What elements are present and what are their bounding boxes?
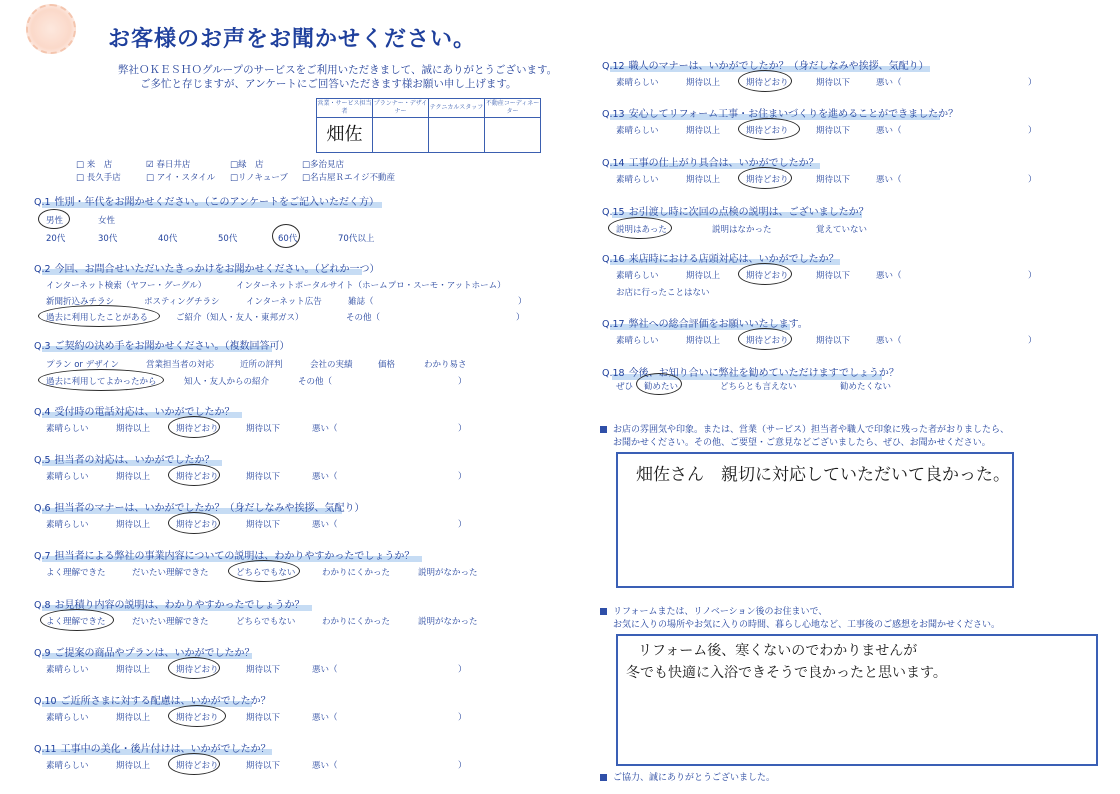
answer-circle-mark	[168, 657, 220, 679]
staff-planner-cell[interactable]	[373, 118, 429, 153]
q1-age-option[interactable]: 50代	[218, 234, 238, 244]
store-checkbox[interactable]: □多治見店	[302, 160, 345, 170]
q2-option[interactable]: インターネット広告	[246, 297, 322, 307]
q4-option[interactable]: 期待どおり	[176, 424, 219, 434]
q12-option[interactable]: 期待以上	[686, 78, 721, 88]
q2-option[interactable]: ポスティングチラシ	[144, 297, 220, 307]
q3-title: Q.3 ご契約の決め手をお聞かせください。（複数回答可）	[34, 341, 290, 352]
q5-title: Q.5 担当者の対応は、いかがでしたか？	[34, 455, 215, 466]
q2-option[interactable]: その他（	[346, 313, 381, 323]
free-comment-2-box[interactable]	[616, 634, 1098, 766]
q3-option[interactable]: プラン or デザイン	[46, 360, 120, 370]
q16-option[interactable]: お店に行ったことはない	[616, 288, 710, 298]
answer-circle-mark	[738, 167, 792, 189]
footer-thanks: ご協力、誠にありがとうございました。	[600, 772, 775, 785]
q7-option[interactable]: だいたい理解できた	[132, 568, 209, 578]
q13-option[interactable]: 素晴らしい	[616, 126, 659, 136]
q14-title: Q.14 工事の仕上がり具合は、いかがでしたか？	[602, 158, 819, 169]
answer-circle-mark	[738, 70, 792, 92]
free-comment-1-label: お店の雰囲気や印象。または、営業（サービス）担当者や職人で印象に残った者がおりましたら、 お聞かせください。その他、ご要望・ご意見などございましたら、ぜひ、お聞かせください。	[600, 424, 1009, 450]
q1-age-option[interactable]: 60代	[278, 234, 298, 244]
bracket-close: ）	[458, 377, 467, 387]
q16-title: Q.16 来店時における店頭対応は、いかがでしたか？	[602, 254, 839, 265]
free-comment-1-box[interactable]	[616, 452, 1014, 588]
q11-option[interactable]: 期待以上	[116, 761, 151, 771]
store-checkbox-row-2	[76, 171, 401, 183]
q2-option[interactable]: 雑誌（	[348, 297, 374, 307]
staff-realestate-cell[interactable]	[485, 118, 541, 153]
bracket-close: ）	[516, 313, 525, 323]
staff-technical-cell[interactable]	[429, 118, 485, 153]
staff-sales-name[interactable]: 畑佐	[317, 118, 373, 153]
q5-option[interactable]: 悪い（	[312, 472, 338, 482]
q1-age-option[interactable]: 30代	[98, 234, 118, 244]
answer-circle-mark	[228, 560, 300, 582]
q9-option[interactable]: 素晴らしい	[46, 665, 89, 675]
intro-line-1: 弊社ＯＫＥＳＨＯグループのサービスをご利用いただきまして、誠にありがとうございます。	[118, 64, 558, 76]
company-seal-stamp	[26, 4, 76, 54]
staff-header-sales: 営業・サービス担当者	[317, 99, 373, 118]
answer-circle-mark	[738, 118, 800, 140]
intro-line-2: ご多忙と存じますが、アンケートにご回答いただきます様お願い申し上げます。	[140, 78, 517, 90]
q13-title: Q.13 安心してリフォーム工事・お住まいづくりを進めることができましたか？	[602, 109, 959, 120]
q2-title: Q.2 今回、お問合せいただいたきっかけをお聞かせください。（どれか一つ）	[34, 264, 380, 275]
page-title: お客様のお声をお聞かせください。	[108, 27, 477, 52]
q4-title: Q.4 受付時の電話対応は、いかがでしたか？	[34, 407, 235, 418]
q14-option[interactable]: 素晴らしい	[616, 175, 659, 185]
q4-option[interactable]: 期待以上	[116, 424, 151, 434]
bracket-close: ）	[458, 713, 467, 723]
q3-option[interactable]: 過去に利用してよかったから	[46, 377, 157, 387]
bracket-close: ）	[458, 424, 467, 434]
q16-option[interactable]: 素晴らしい	[616, 271, 659, 281]
free-comment-2-handwriting-line-1: リフォーム後、寒くないのでわかりませんが	[638, 643, 918, 659]
q4-option[interactable]: 素晴らしい	[46, 424, 89, 434]
q7-option[interactable]: 説明がなかった	[418, 568, 478, 578]
q1-age-option[interactable]: 70代以上	[338, 234, 375, 244]
answer-circle-mark	[168, 512, 220, 534]
staff-header-technical: テクニカルスタッフ	[429, 99, 485, 118]
free-comment-2-label: リフォームまたは、リノベーション後のお住まいで、 お気に入りの場所やお気に入りの時間、暮らし心地など、工事後のご感想をお聞かせください。	[600, 606, 1000, 632]
q10-title: Q.10 ご近所さまに対する配慮は、いかがでしたか？	[34, 696, 271, 707]
q2-option[interactable]: ご紹介（知人・友人・東邦ガス）	[176, 313, 304, 323]
q7-option[interactable]: よく理解できた	[46, 568, 106, 578]
q13-option[interactable]: 期待以上	[686, 126, 721, 136]
store-checkbox-checked[interactable]: ☑ 春日井店	[146, 160, 191, 170]
answer-circle-mark	[738, 328, 792, 350]
q17-option[interactable]: 悪い（	[876, 336, 902, 346]
q17-option[interactable]: 期待以下	[816, 336, 851, 346]
answer-circle-mark	[168, 416, 220, 438]
q3-option[interactable]: 会社の実績	[310, 360, 353, 370]
q6-title: Q.6 担当者のマナーは、いかがでしたか？（身だしなみや挨拶、気配り）	[34, 503, 365, 514]
q7-option[interactable]: どちらでもない	[236, 568, 296, 578]
bracket-close: ）	[458, 761, 467, 771]
q1-age-option[interactable]: 20代	[46, 234, 66, 244]
q10-option[interactable]: 期待どおり	[176, 713, 219, 723]
q8-option[interactable]: わかりにくかった	[322, 617, 391, 627]
q3-option[interactable]: 価格	[378, 360, 396, 370]
staff-table	[316, 98, 541, 153]
q3-option[interactable]: 近所の評判	[240, 360, 283, 370]
q18-option[interactable]: 勧めたい	[644, 382, 679, 392]
square-bullet-icon	[600, 774, 607, 781]
q8-option[interactable]: 説明がなかった	[418, 617, 478, 627]
q5-option[interactable]: 期待どおり	[176, 472, 219, 482]
answer-circle-mark	[168, 464, 220, 486]
free-comment-2-handwriting-line-2: 冬でも快適に入浴できそうで良かったと思います。	[626, 665, 947, 681]
q10-option[interactable]: 期待以下	[246, 713, 281, 723]
q15-option[interactable]: 覚えていない	[816, 225, 868, 235]
q1-option[interactable]: 男性	[46, 216, 64, 226]
q8-option[interactable]: だいたい理解できた	[132, 617, 209, 627]
answer-circle-mark	[636, 373, 682, 395]
q10-option[interactable]: 悪い（	[312, 713, 338, 723]
q9-option[interactable]: 期待以上	[116, 665, 151, 675]
bracket-close: ）	[1028, 78, 1037, 88]
q9-option[interactable]: 悪い（	[312, 665, 338, 675]
q6-option[interactable]: 素晴らしい	[46, 520, 89, 530]
q9-title: Q.9 ご提案の商品やプランは、いかがでしたか？	[34, 648, 255, 659]
q11-option[interactable]: 期待以下	[246, 761, 281, 771]
q15-option[interactable]: 説明はあった	[616, 225, 667, 235]
q6-option[interactable]: 期待どおり	[176, 520, 219, 530]
staff-header-realestate: 不動産コーディネーター	[485, 99, 541, 118]
q6-option[interactable]: 期待以上	[116, 520, 151, 530]
q7-title: Q.7 担当者による弊社の事業内容についての説明は、わかりやすかったでしょうか？	[34, 551, 415, 562]
q16-option[interactable]: 期待どおり	[746, 271, 789, 281]
q16-option[interactable]: 期待以上	[686, 271, 721, 281]
store-checkbox-row-1	[76, 158, 350, 170]
q3-option[interactable]: 知人・友人からの紹介	[184, 377, 270, 387]
q12-title: Q.12 職人のマナーは、いかがでしたか？（身だしなみや挨拶、気配り）	[602, 61, 929, 72]
store-checkbox[interactable]: □ 来 店	[76, 160, 113, 170]
q13-option[interactable]: 期待どおり	[746, 126, 789, 136]
answer-circle-mark	[38, 209, 70, 229]
q18-option[interactable]: どちらとも言えない	[720, 382, 797, 392]
q15-title: Q.15 お引渡し時に次回の点検の説明は、ございましたか？	[602, 207, 869, 218]
q11-option[interactable]: 素晴らしい	[46, 761, 89, 771]
q2-option[interactable]: 過去に利用したことがある	[46, 313, 149, 323]
q5-option[interactable]: 期待以上	[116, 472, 151, 482]
answer-circle-mark	[168, 705, 226, 727]
q12-option[interactable]: 期待どおり	[746, 78, 789, 88]
answer-circle-mark	[738, 263, 792, 285]
q2-option[interactable]: インターネット検索（ヤフー・グーグル）	[46, 281, 207, 291]
q8-title: Q.8 お見積り内容の説明は、わかりやすかったでしょうか？	[34, 600, 305, 611]
q5-option[interactable]: 期待以下	[246, 472, 281, 482]
q1-title: Q.1 性別・年代をお聞かせください。（このアンケートをご記入いただく方）	[34, 197, 379, 208]
q4-option[interactable]: 期待以下	[246, 424, 281, 434]
q17-option[interactable]: 期待以上	[686, 336, 721, 346]
bracket-close: ）	[1028, 126, 1037, 136]
answer-circle-mark	[38, 305, 160, 327]
q11-option[interactable]: 期待どおり	[176, 761, 219, 771]
bracket-close: ）	[518, 297, 527, 307]
answer-circle-mark	[38, 369, 164, 391]
q11-option[interactable]: 悪い（	[312, 761, 338, 771]
q8-option[interactable]: どちらでもない	[236, 617, 296, 627]
store-checkbox[interactable]: □名古屋Ｒエイジ不動産	[302, 173, 396, 183]
q12-option[interactable]: 期待以下	[816, 78, 851, 88]
q1-age-option[interactable]: 40代	[158, 234, 178, 244]
answer-circle-mark	[40, 609, 114, 631]
q8-option[interactable]: よく理解できた	[46, 617, 106, 627]
square-bullet-icon	[600, 426, 607, 433]
q14-option[interactable]: 期待以上	[686, 175, 721, 185]
q1-option[interactable]: 女性	[98, 216, 116, 226]
q12-option[interactable]: 悪い（	[876, 78, 902, 88]
q9-option[interactable]: 期待どおり	[176, 665, 219, 675]
q2-option[interactable]: 新聞折込みチラシ	[46, 297, 115, 307]
q18-title: Q.18 今後、お知り合いに弊社を勧めていただけますでしょうか？	[602, 368, 899, 379]
store-checkbox[interactable]: □ アイ・スタイル	[146, 173, 216, 183]
bracket-close: ）	[1028, 175, 1037, 185]
bracket-close: ）	[1028, 271, 1037, 281]
q16-option[interactable]: 期待以下	[816, 271, 851, 281]
q6-option[interactable]: 悪い（	[312, 520, 338, 530]
q6-option[interactable]: 期待以下	[246, 520, 281, 530]
q18-option[interactable]: 勧めたくない	[840, 382, 892, 392]
q3-option[interactable]: 営業担当者の対応	[146, 360, 215, 370]
answer-circle-mark	[608, 217, 672, 239]
answer-circle-mark	[168, 753, 220, 775]
q15-option[interactable]: 説明はなかった	[712, 225, 772, 235]
q12-option[interactable]: 素晴らしい	[616, 78, 659, 88]
q10-option[interactable]: 期待以上	[116, 713, 151, 723]
q10-option[interactable]: 素晴らしい	[46, 713, 89, 723]
q5-option[interactable]: 素晴らしい	[46, 472, 89, 482]
q17-option[interactable]: 素晴らしい	[616, 336, 659, 346]
q7-option[interactable]: わかりにくかった	[322, 568, 391, 578]
q16-option[interactable]: 悪い（	[876, 271, 902, 281]
store-checkbox[interactable]: □緑 店	[230, 160, 264, 170]
staff-header-planner: プランナー・デザイナー	[373, 99, 429, 118]
q13-option[interactable]: 期待以下	[816, 126, 851, 136]
answer-circle-mark	[272, 224, 300, 248]
q4-option[interactable]: 悪い（	[312, 424, 338, 434]
bracket-close: ）	[1028, 336, 1037, 346]
q3-option[interactable]: その他（	[298, 377, 333, 387]
q2-option[interactable]: インターネットポータルサイト（ホームプロ・スーモ・アットホーム）	[236, 281, 506, 291]
bracket-close: ）	[458, 665, 467, 675]
q14-option[interactable]: 悪い（	[876, 175, 902, 185]
q17-title: Q.17 弊社への総合評価をお願いいたします。	[602, 319, 808, 330]
q3-option[interactable]: わかり易さ	[424, 360, 467, 370]
store-checkbox[interactable]: □ 長久手店	[76, 173, 121, 183]
q17-option[interactable]: 期待どおり	[746, 336, 789, 346]
q13-option[interactable]: 悪い（	[876, 126, 902, 136]
store-checkbox[interactable]: □リノキューブ	[230, 173, 288, 183]
square-bullet-icon	[600, 608, 607, 615]
q18-option[interactable]: ぜひ	[616, 382, 634, 392]
q14-option[interactable]: 期待以下	[816, 175, 851, 185]
bracket-close: ）	[458, 472, 467, 482]
free-comment-1-handwriting: 畑佐さん 親切に対応していただいて良かった。	[636, 465, 1010, 485]
q11-title: Q.11 工事中の美化・後片付けは、いかがでしたか？	[34, 744, 271, 755]
q9-option[interactable]: 期待以下	[246, 665, 281, 675]
bracket-close: ）	[458, 520, 467, 530]
q14-option[interactable]: 期待どおり	[746, 175, 789, 185]
